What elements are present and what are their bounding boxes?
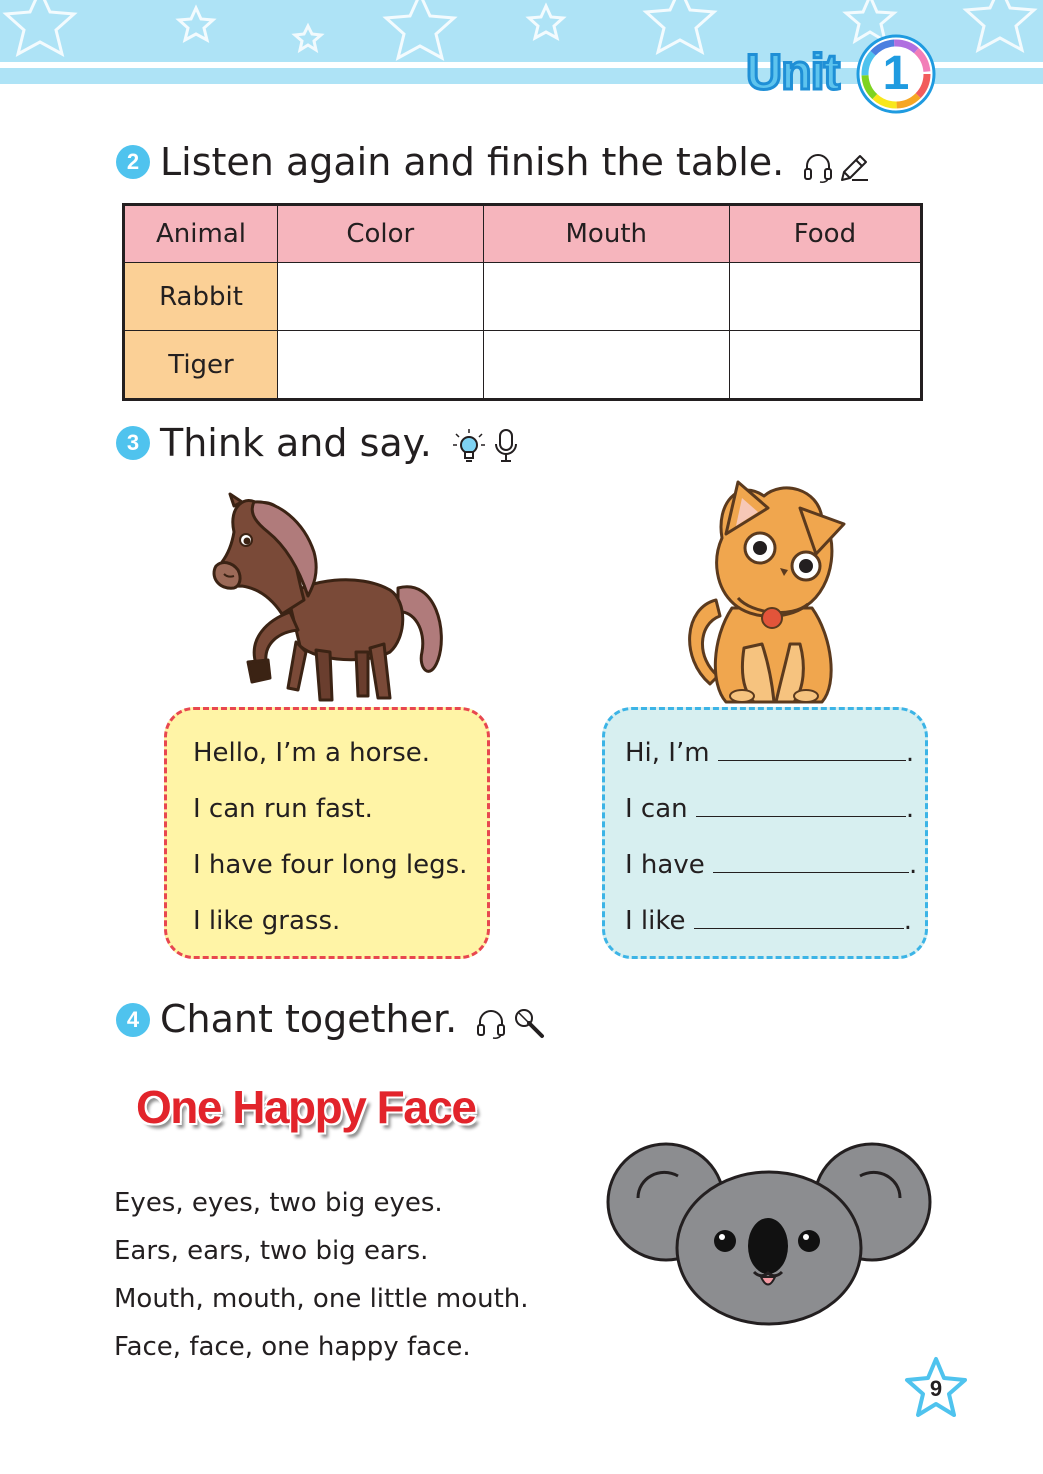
cat-line (625, 786, 925, 842)
line-end: . (905, 794, 915, 824)
cat-line-prefix: Hi, I’m (625, 738, 710, 768)
table-animal-cell: Rabbit (124, 263, 278, 331)
unit-label: Unit (746, 44, 840, 100)
cat-speech-box (602, 707, 928, 959)
chant-line: Eyes, eyes, two big eyes. (114, 1188, 443, 1218)
table-answer-cell[interactable] (483, 331, 729, 400)
pencil-icon (838, 152, 870, 184)
cat-illustration (682, 478, 852, 710)
cat-line-prefix: I can (625, 794, 688, 824)
cat-line-prefix: I have (625, 850, 705, 880)
table-answer-cell[interactable] (483, 263, 729, 331)
horse-illustration (208, 492, 448, 712)
section-number-badge: 2 (116, 145, 150, 179)
page-number-badge (904, 1356, 968, 1420)
headphones-icon (802, 150, 834, 184)
horse-line: I can run fast. (193, 794, 373, 824)
answer-blank[interactable] (713, 842, 909, 873)
section-number-badge: 4 (116, 1003, 150, 1037)
horse-line: I like grass. (193, 906, 341, 936)
table-row (124, 331, 922, 400)
microphone-icon (512, 1006, 546, 1040)
cat-line-prefix: I like (625, 906, 686, 936)
answer-blank[interactable] (694, 898, 904, 929)
answer-blank[interactable] (718, 730, 906, 761)
microphone-icon (492, 428, 520, 464)
table-answer-cell[interactable] (729, 331, 921, 400)
page-number: 9 (929, 1376, 943, 1401)
lightbulb-icon (452, 428, 486, 464)
chant-title: One Happy Face (136, 1081, 476, 1133)
table-answer-cell[interactable] (278, 331, 484, 400)
table-header-cell: Color (278, 205, 484, 263)
section-title: Think and say. (160, 421, 432, 465)
section-number-badge: 3 (116, 426, 150, 460)
table-header-row (124, 205, 922, 263)
answer-table (122, 203, 923, 401)
horse-line: Hello, I’m a horse. (193, 738, 431, 768)
cat-line (625, 898, 925, 954)
chant-line: Mouth, mouth, one little mouth. (114, 1284, 529, 1314)
line-end: . (909, 850, 918, 880)
table-row (124, 263, 922, 331)
horse-speech-box (164, 707, 490, 959)
answer-blank[interactable] (696, 786, 906, 817)
unit-badge (742, 30, 942, 114)
horse-line: I have four long legs. (193, 850, 468, 880)
chant-line: Ears, ears, two big ears. (114, 1236, 429, 1266)
table-answer-cell[interactable] (278, 263, 484, 331)
section-title: Chant together. (160, 997, 458, 1041)
cat-line (625, 730, 925, 786)
table-animal-cell: Tiger (124, 331, 278, 400)
table-header-cell: Food (729, 205, 921, 263)
table-answer-cell[interactable] (729, 263, 921, 331)
table-header-cell: Mouth (483, 205, 729, 263)
chant-line: Face, face, one happy face. (114, 1332, 471, 1362)
koala-illustration (604, 1136, 934, 1326)
section-title: Listen again and finish the table. (160, 140, 785, 184)
unit-number: 1 (882, 47, 910, 100)
chant-lines (114, 1180, 529, 1372)
cat-line (625, 842, 925, 898)
table-header-cell: Animal (124, 205, 278, 263)
line-end: . (905, 738, 915, 768)
headphones-icon (475, 1006, 507, 1040)
line-end: . (903, 906, 913, 936)
